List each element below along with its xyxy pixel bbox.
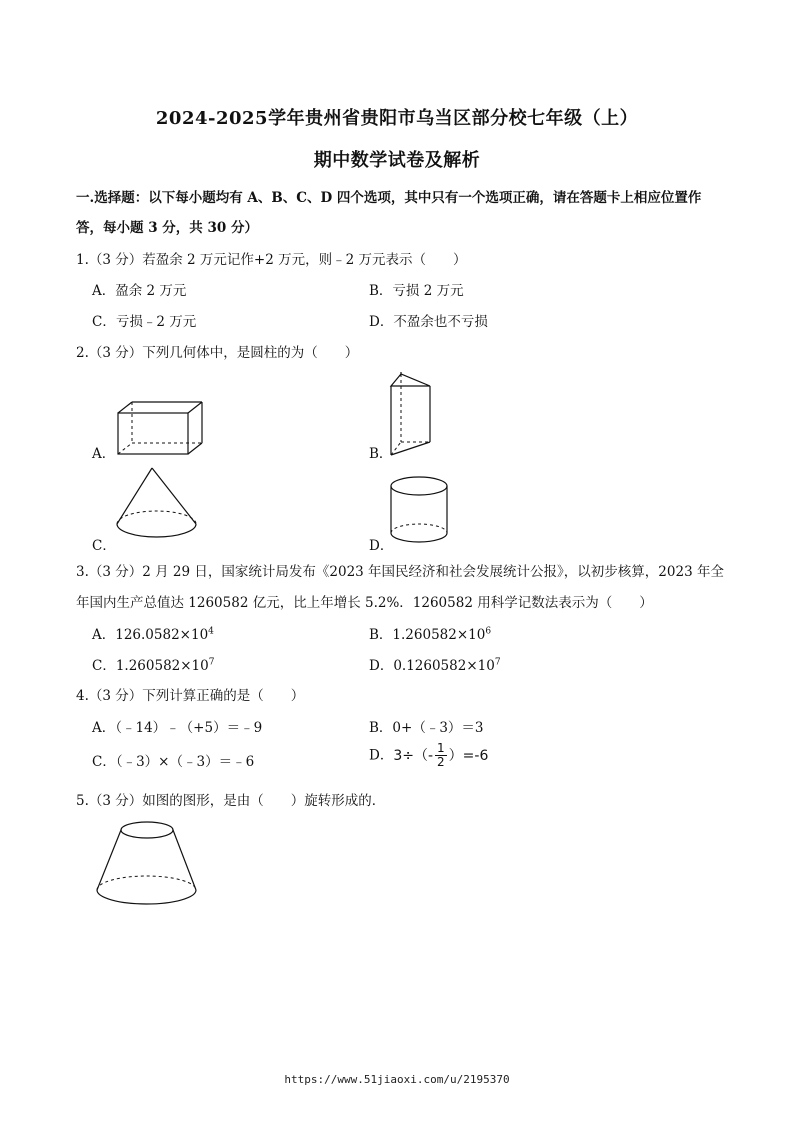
q5-stem: 5.（3 分）如图的图形，是由（ ）旋转形成的． bbox=[76, 793, 386, 809]
cuboid-figure bbox=[112, 398, 202, 458]
exam-title-line1: 2024-2025学年贵州省贵阳市乌当区部分校七年级（上） bbox=[155, 108, 639, 129]
q4-d-suffix: ）=-6 bbox=[448, 747, 489, 764]
q4-option-d-label: D． bbox=[369, 747, 394, 764]
q2-option-c-label: C． bbox=[92, 538, 116, 554]
q1-option-b: B．亏损 2 万元 bbox=[369, 283, 464, 299]
cylinder-figure bbox=[390, 476, 450, 548]
footer-url: https://www.51jiaoxi.com/u/2195370 bbox=[284, 1073, 510, 1086]
section-instruction-line2: 答，每小题 3 分，共 30 分） bbox=[76, 220, 258, 236]
q4-d-denominator: 2 bbox=[437, 755, 445, 769]
q3-stem-line1: 3.（3 分）2 月 29 日，国家统计局发布《2023 年国民经济和社会发展统计公报》，以初步核算，2023 年全 bbox=[76, 564, 724, 580]
q4-stem: 4.（3 分）下列计算正确的是（ ） bbox=[76, 688, 305, 704]
q1-option-c: C．亏损﹣2 万元 bbox=[92, 314, 197, 330]
frustum-figure bbox=[96, 818, 198, 906]
q3-stem-line2: 年国内生产总值达 1260582 亿元，比上年增长 5.2%．1260582 用科学记数法表示为（ ） bbox=[76, 595, 653, 611]
q3-option-c bbox=[92, 654, 214, 674]
q2-option-a-label: A． bbox=[92, 446, 116, 462]
q1-stem: 1.（3 分）若盈余 2 万元记作+2 万元，则﹣2 万元表示（ ） bbox=[76, 252, 467, 268]
triangular-prism-figure bbox=[388, 372, 438, 458]
q3-option-a-exponent: 4 bbox=[208, 626, 214, 637]
q3-option-c-base: C．1.260582×10 bbox=[92, 658, 209, 674]
q3-option-b-base: B．1.260582×10 bbox=[369, 627, 486, 643]
q4-d-fraction bbox=[435, 742, 447, 769]
q4-d-numerator: 1 bbox=[437, 741, 445, 755]
q2-stem: 2.（3 分）下列几何体中，是圆柱的为（ ） bbox=[76, 345, 359, 361]
exam-title-line2: 期中数学试卷及解析 bbox=[313, 150, 481, 171]
q2-option-d-label: D． bbox=[369, 538, 394, 554]
q3-option-d-base: D．0.1260582×10 bbox=[369, 658, 495, 674]
q3-option-d bbox=[369, 654, 501, 674]
q3-option-a-base: A．126.0582×10 bbox=[92, 627, 209, 643]
q3-option-a bbox=[92, 623, 214, 643]
q4-option-b: B．0+（﹣3）＝3 bbox=[369, 720, 484, 736]
q1-option-a: A．盈余 2 万元 bbox=[92, 283, 187, 299]
q3-option-b-exponent: 6 bbox=[485, 626, 492, 637]
q3-option-d-exponent: 7 bbox=[494, 657, 501, 668]
q3-option-c-exponent: 7 bbox=[208, 657, 215, 668]
section-instruction-line1: 一.选择题：以下每小题均有 A、B、C、D 四个选项，其中只有一个选项正确，请在答题卡上相应位置作 bbox=[76, 190, 702, 206]
q4-option-d-expression bbox=[393, 741, 489, 769]
q4-option-c: C．（﹣3）×（﹣3）＝﹣6 bbox=[92, 754, 255, 770]
q4-d-sign: - bbox=[427, 747, 434, 764]
q4-option-a: A．（﹣14）﹣（+5）＝﹣9 bbox=[92, 720, 263, 736]
q3-option-b bbox=[369, 623, 491, 643]
q4-option-d bbox=[369, 742, 488, 769]
q1-option-d: D．不盈余也不亏损 bbox=[369, 314, 488, 330]
q2-option-b-label: B． bbox=[369, 446, 393, 462]
q4-d-prefix: 3÷（ bbox=[393, 747, 428, 764]
cone-figure bbox=[116, 466, 198, 544]
